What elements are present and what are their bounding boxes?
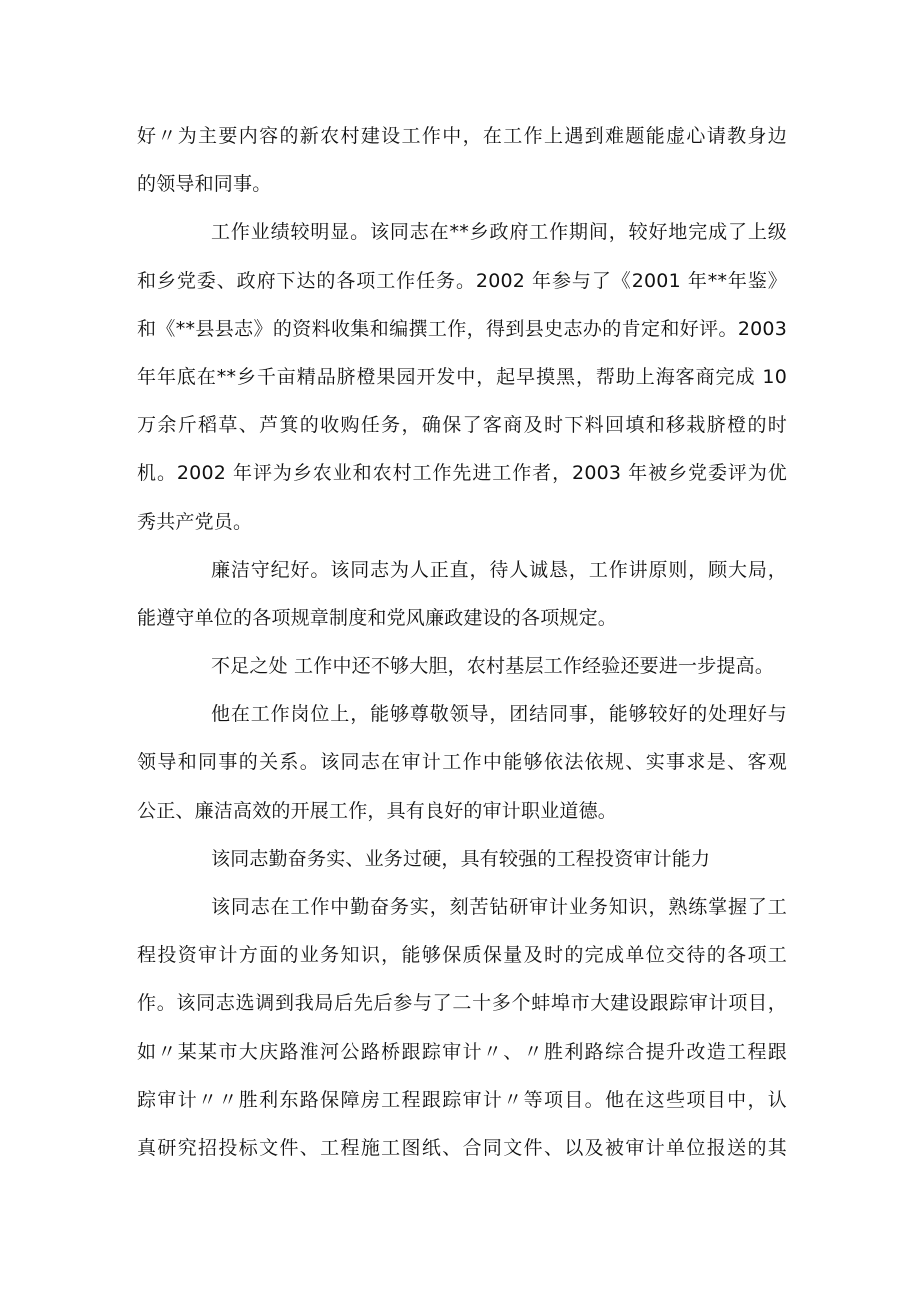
text-line: 领导和同事的关系。该同志在审计工作中能够依法依规、实事求是、客观 bbox=[137, 751, 787, 774]
text-line: 该同志在工作中勤奋务实，刻苦钻研审计业务知识，熟练掌握了工 bbox=[211, 896, 787, 918]
text-line: 作。该同志选调到我局后先后参与了二十多个蚌埠市大建设跟踪审计项目， bbox=[137, 992, 787, 1015]
text-line: 程投资审计方面的业务知识，能够保质保量及时的完成单位交待的各项工 bbox=[137, 944, 787, 967]
text-line: 不足之处 工作中还不够大胆，农村基层工作经验还要进一步提高。 bbox=[211, 655, 775, 678]
text-line: 该同志勤奋务实、业务过硬，具有较强的工程投资审计能力 bbox=[211, 847, 711, 870]
text-line: 真研究招投标文件、工程施工图纸、合同文件、以及被审计单位报送的其 bbox=[137, 1136, 787, 1159]
text-line: 和乡党委、政府下达的各项工作任务。2002 年参与了《2001 年**年鉴》 bbox=[137, 269, 787, 292]
text-line: 公正、廉洁高效的开展工作，具有良好的审计职业道德。 bbox=[137, 799, 618, 822]
text-line: 廉洁守纪好。该同志为人正直，待人诚恳，工作讲原则，顾大局， bbox=[211, 558, 787, 581]
text-line: 秀共产党员。 bbox=[137, 510, 253, 533]
text-line: 如〃某某市大庆路淮河公路桥跟踪审计〃、〃胜利路综合提升改造工程跟 bbox=[137, 1040, 787, 1063]
text-line: 能遵守单位的各项规章制度和党风廉政建设的各项规定。 bbox=[137, 606, 618, 629]
text-line: 年年底在**乡千亩精品脐橙果园开发中，起早摸黑，帮助上海客商完成 10 bbox=[137, 365, 787, 388]
text-line: 踪审计〃〃胜利东路保障房工程跟踪审计〃等项目。他在这些项目中，认 bbox=[137, 1088, 787, 1111]
document-body bbox=[137, 112, 787, 1172]
text-line: 和《**县县志》的资料收集和编撰工作，得到县史志办的肯定和好评。2003 bbox=[137, 317, 787, 340]
text-line: 他在工作岗位上，能够尊敬领导，团结同事，能够较好的处理好与 bbox=[211, 703, 787, 726]
text-line: 万余斤稻草、芦箕的收购任务，确保了客商及时下料回填和移栽脐橙的时 bbox=[137, 414, 787, 437]
text-line: 工作业绩较明显。该同志在**乡政府工作期间，较好地完成了上级 bbox=[211, 221, 787, 244]
text-line: 的领导和同事。 bbox=[137, 173, 272, 196]
text-line: 机。2002 年评为乡农业和农村工作先进工作者，2003 年被乡党委评为优 bbox=[137, 462, 787, 485]
text-line: 好〃为主要内容的新农村建设工作中，在工作上遇到难题能虚心请教身边 bbox=[137, 125, 787, 147]
